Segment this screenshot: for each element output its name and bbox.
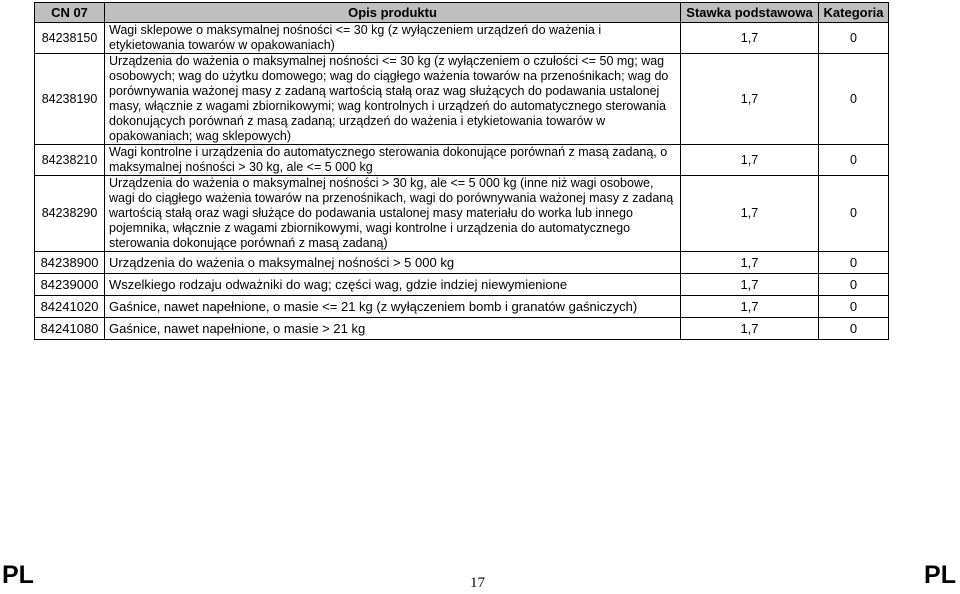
product-description: Gaśnice, nawet napełnione, o masie <= 21 kg (z wyłączeniem bomb i granatów gaśniczych) <box>105 296 681 318</box>
base-rate: 1,7 <box>681 23 819 54</box>
product-description: Wagi kontrolne i urządzenia do automatycznego sterowania dokonujące porównań z masą zadaną, o maksymalnej nośności > 30 kg, ale <= 5 000 kg <box>105 145 681 176</box>
category: 0 <box>819 318 889 340</box>
table-row <box>35 176 889 252</box>
page-number: 17 <box>470 575 485 591</box>
footer-language-code-left: PL <box>2 561 34 589</box>
category: 0 <box>819 54 889 145</box>
cn-code: 84241020 <box>35 296 105 318</box>
product-description: Urządzenia do ważenia o maksymalnej nośności > 5 000 kg <box>105 252 681 274</box>
base-rate: 1,7 <box>681 176 819 252</box>
category: 0 <box>819 145 889 176</box>
product-description: Wagi sklepowe o maksymalnej nośności <= 30 kg (z wyłączeniem urządzeń do ważenia i etykietowania towarów w opakowaniach) <box>105 23 681 54</box>
header-base-rate: Stawka podstawowa <box>681 3 819 23</box>
base-rate: 1,7 <box>681 296 819 318</box>
tariff-table <box>34 2 889 340</box>
base-rate: 1,7 <box>681 274 819 296</box>
table-row <box>35 296 889 318</box>
category: 0 <box>819 23 889 54</box>
table-row <box>35 318 889 340</box>
cn-code: 84238290 <box>35 176 105 252</box>
category: 0 <box>819 296 889 318</box>
category: 0 <box>819 274 889 296</box>
header-description: Opis produktu <box>105 3 681 23</box>
table-row <box>35 54 889 145</box>
cn-code: 84238150 <box>35 23 105 54</box>
product-description: Wszelkiego rodzaju odważniki do wag; części wag, gdzie indziej niewymienione <box>105 274 681 296</box>
table-row <box>35 145 889 176</box>
product-description: Urządzenia do ważenia o maksymalnej nośności <= 30 kg (z wyłączeniem o czułości <= 50 mg; wag osobowych; wag do użytku domowego; wag do ciągłego ważenia towarów na przenośnikach; wag do porównywania ważonej masy z zadaną wartością stałą oraz wag służących do podawania ustalonej masy, włącznie z wagami zbiornikowymi; wag kontrolnych i urządzeń do automatycznego sterowania dokonujących porównań z masą zadaną; urządzeń do ważenia i etykietowania towarów w opakowaniach; wag sklepowych) <box>105 54 681 145</box>
product-description: Urządzenia do ważenia o maksymalnej nośności > 30 kg, ale <= 5 000 kg (inne niż wagi osobowe, wagi do ciągłego ważenia towarów na przenośnikach, wagi do porównywania ważonej masy z zadaną wartością stałą oraz wagi służące do podawania ustalonej masy materiału do worka lub innego pojemnika, włącznie z wagami zbiornikowymi, wagi kontrolne i urządzenia do automatycznego sterowania dokonujące porównań z masą zadaną) <box>105 176 681 252</box>
category: 0 <box>819 252 889 274</box>
header-category: Kategoria <box>819 3 889 23</box>
table-row <box>35 274 889 296</box>
base-rate: 1,7 <box>681 252 819 274</box>
table-row <box>35 23 889 54</box>
table-header-row <box>35 3 889 23</box>
header-cn: CN 07 <box>35 3 105 23</box>
table-row <box>35 252 889 274</box>
base-rate: 1,7 <box>681 318 819 340</box>
footer-language-code-right: PL <box>924 561 956 589</box>
cn-code: 84238210 <box>35 145 105 176</box>
base-rate: 1,7 <box>681 54 819 145</box>
category: 0 <box>819 176 889 252</box>
cn-code: 84241080 <box>35 318 105 340</box>
cn-code: 84238900 <box>35 252 105 274</box>
base-rate: 1,7 <box>681 145 819 176</box>
cn-code: 84239000 <box>35 274 105 296</box>
cn-code: 84238190 <box>35 54 105 145</box>
product-description: Gaśnice, nawet napełnione, o masie > 21 kg <box>105 318 681 340</box>
